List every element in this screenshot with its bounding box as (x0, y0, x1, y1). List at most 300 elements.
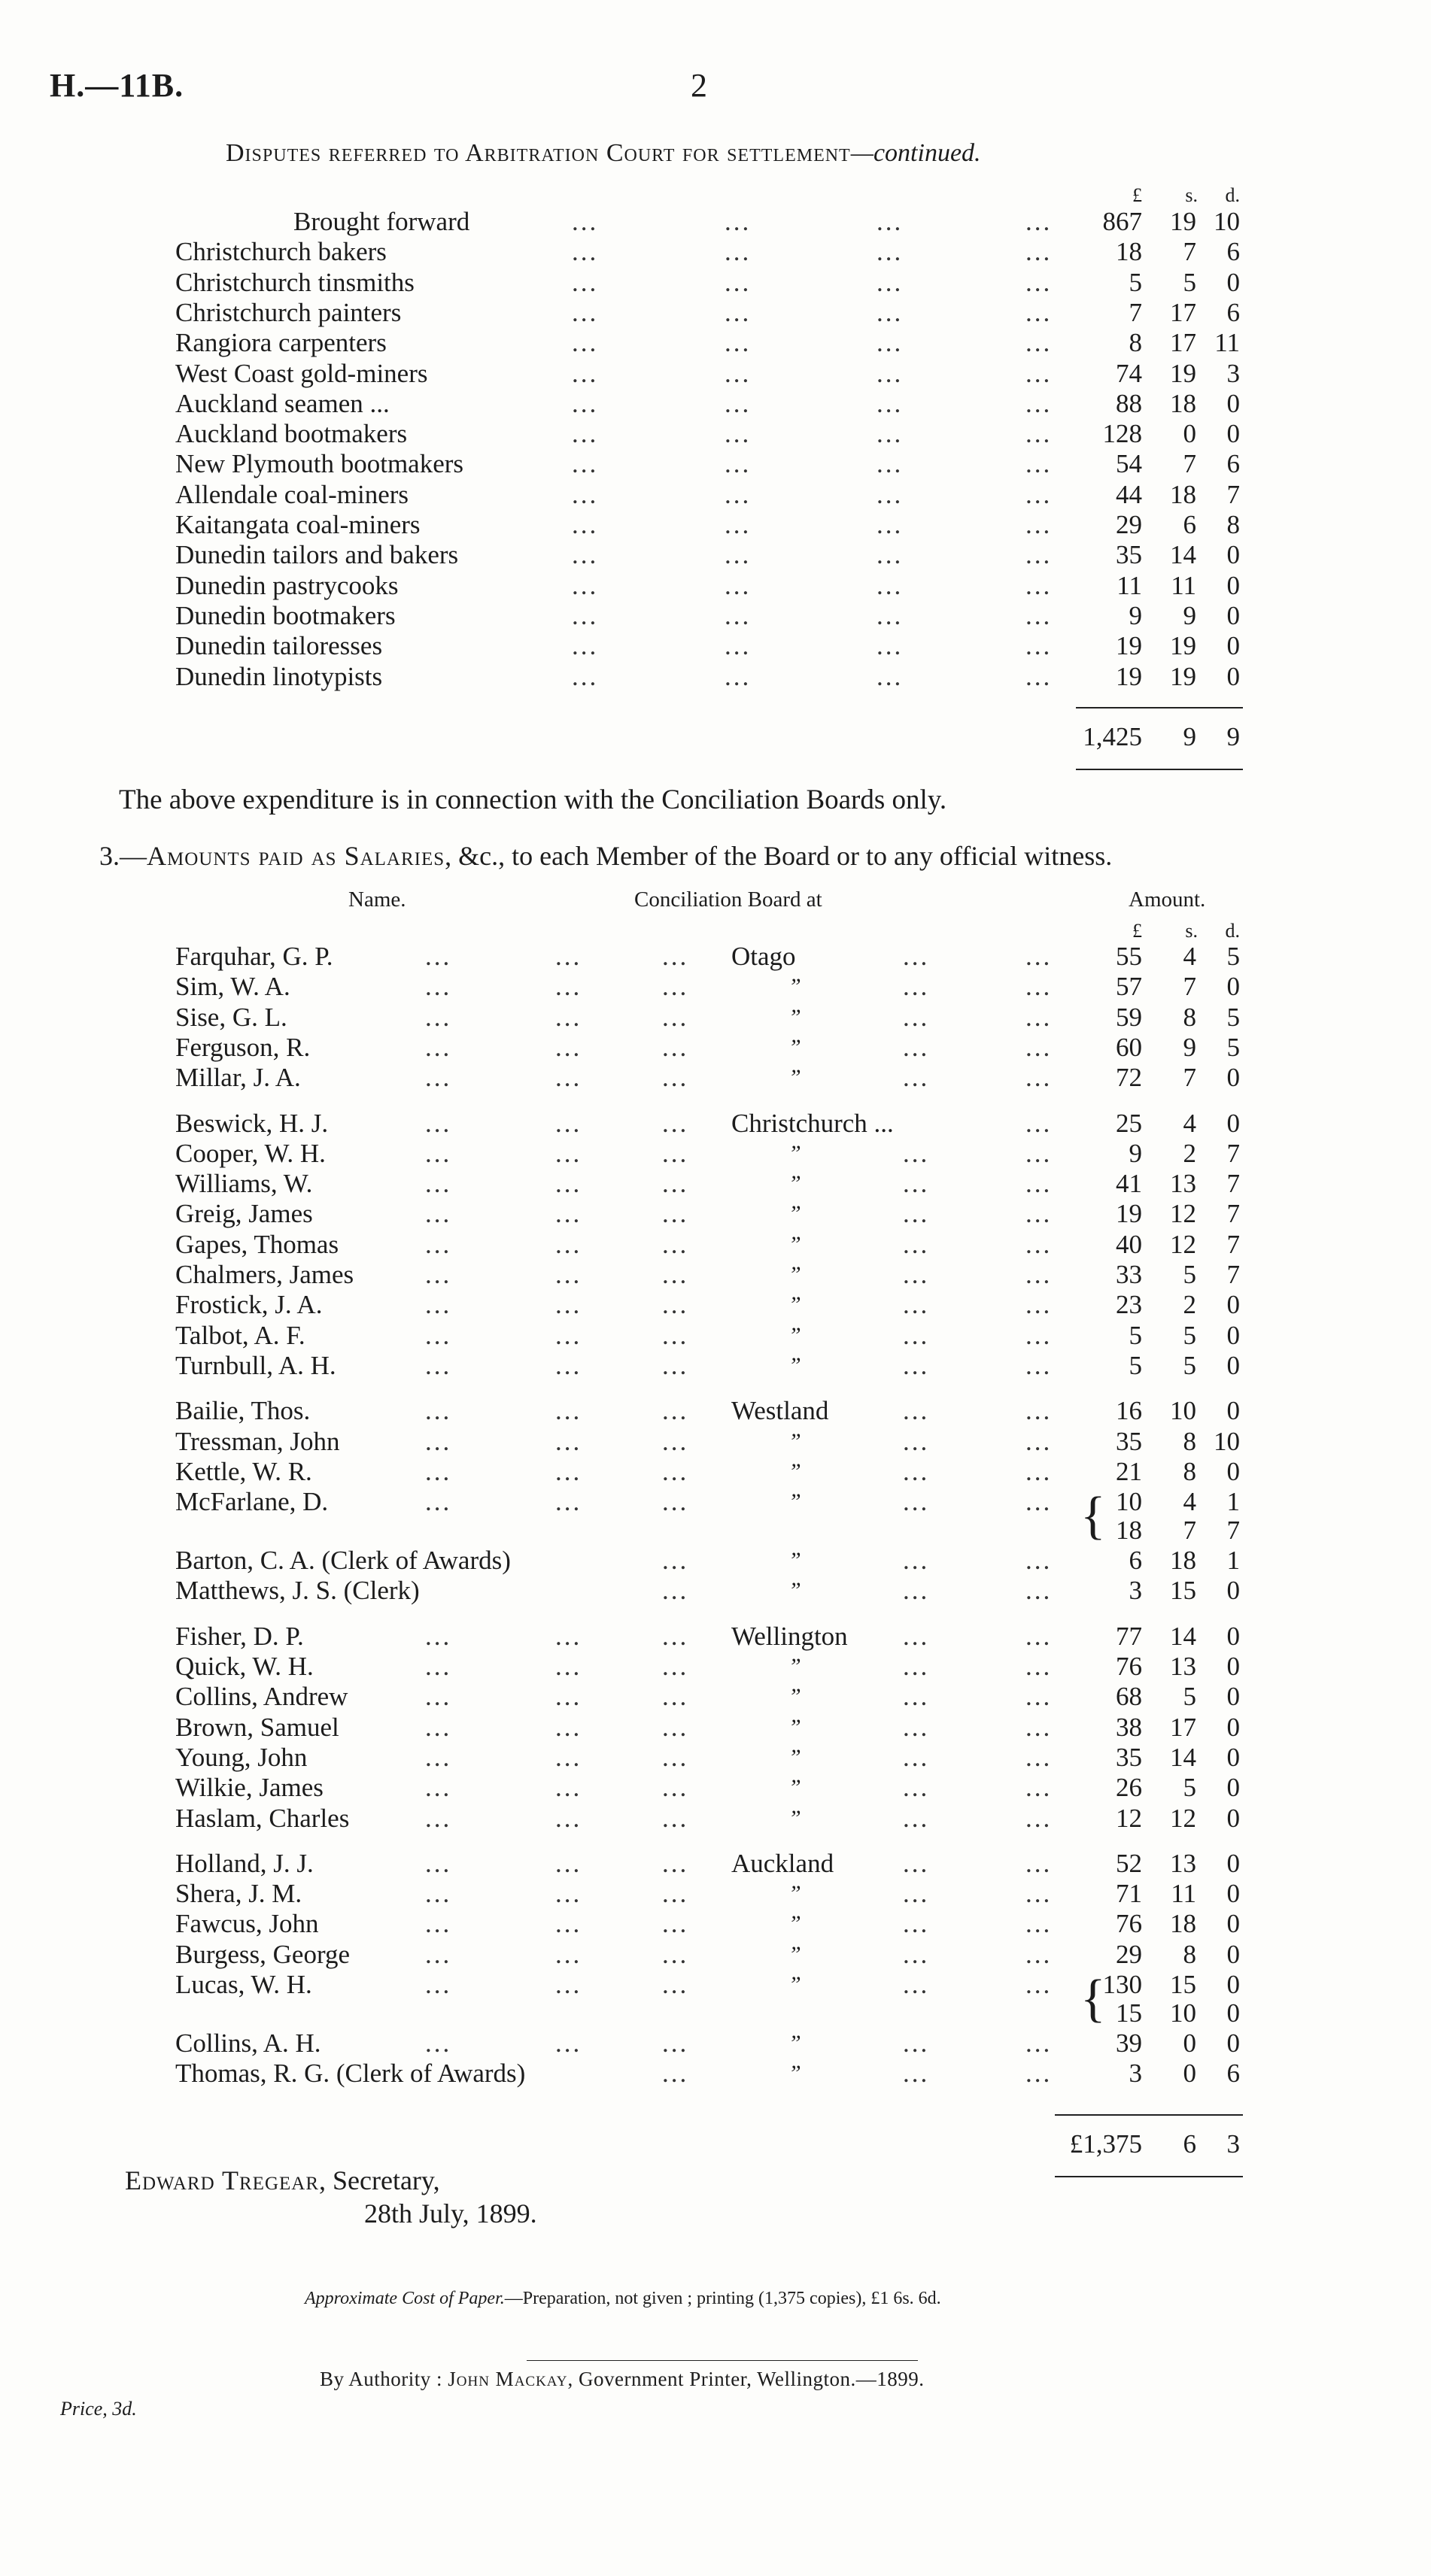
amount-pounds: 5 (1129, 1350, 1142, 1380)
leader-dots: ... (555, 942, 582, 971)
leader-dots: ... (903, 1576, 930, 1606)
amount-pence: 0 (1226, 570, 1240, 600)
leader-dots: ... (903, 1546, 930, 1576)
amount-pounds: 16 (1116, 1396, 1142, 1426)
expense-row (0, 510, 1431, 540)
salary-row (0, 1063, 1431, 1093)
col-header-d: d. (1225, 184, 1240, 206)
salary-row (0, 1033, 1431, 1063)
leader-dots: ... (1025, 570, 1053, 600)
amount-shillings: 9 (1183, 1032, 1196, 1062)
leader-dots: ... (555, 2028, 582, 2058)
leader-dots: ... (1025, 1199, 1053, 1229)
row-label: Allendale coal-miners (175, 479, 409, 509)
board-location: ” (788, 1065, 801, 1091)
salary-row (0, 1351, 1431, 1381)
leader-dots: ... (725, 600, 752, 630)
amount-pence: 5 (1226, 1002, 1240, 1032)
amount-pounds: 29 (1116, 1939, 1142, 1969)
amount-shillings: 11 (1171, 1879, 1196, 1909)
leader-dots: ... (725, 237, 752, 267)
amount-pounds: 39 (1116, 2028, 1142, 2058)
board-location: ” (788, 1458, 801, 1484)
total-rule (1076, 769, 1243, 770)
col-header-l: £ (1132, 184, 1142, 206)
leader-dots: ... (1025, 1396, 1053, 1426)
leader-dots: ... (725, 449, 752, 479)
amount-pence: 0 (1226, 2028, 1240, 2058)
member-name: Cooper, W. H. (175, 1138, 326, 1168)
row-label: Auckland seamen ... (175, 388, 390, 418)
leader-dots: ... (555, 1742, 582, 1772)
board-location: Otago (731, 942, 796, 971)
leader-dots: ... (662, 2059, 689, 2089)
leader-dots: ... (903, 1773, 930, 1803)
member-name: Fisher, D. P. (175, 1621, 304, 1651)
amount-shillings: 5 (1183, 267, 1196, 297)
amount-pounds: 3 (1129, 2059, 1142, 2089)
amount-shillings: 18 (1170, 479, 1196, 509)
leader-dots: ... (425, 1970, 452, 1999)
leader-dots: ... (903, 1909, 930, 1939)
leader-dots: ... (555, 1652, 582, 1681)
amount-shillings: 5 (1183, 1320, 1196, 1350)
leader-dots: ... (1025, 1939, 1053, 1969)
board-location: ” (788, 1911, 801, 1937)
leader-dots: ... (1025, 1032, 1053, 1062)
row-label: Brought forward (293, 207, 470, 236)
board-location: ” (788, 1805, 801, 1831)
leader-dots: ... (877, 631, 904, 661)
leader-dots: ... (425, 1063, 452, 1093)
leader-dots: ... (725, 297, 752, 327)
amount-pence: 0 (1226, 540, 1240, 570)
leader-dots: ... (555, 1350, 582, 1380)
leader-dots: ... (1025, 1576, 1053, 1606)
leader-dots: ... (903, 1032, 930, 1062)
leader-dots: ... (877, 358, 904, 388)
leader-dots: ... (903, 1260, 930, 1289)
member-name: Quick, W. H. (175, 1652, 314, 1681)
member-name: Turnbull, A. H. (175, 1350, 336, 1380)
salary-row (0, 2059, 1431, 2089)
salary-row-second-line (0, 1516, 1431, 1546)
leader-dots: ... (903, 1712, 930, 1742)
amount-shillings: 8 (1183, 1456, 1196, 1486)
leader-dots: ... (1025, 1712, 1053, 1742)
amount-pence: 0 (1226, 1773, 1240, 1803)
leader-dots: ... (425, 1426, 452, 1456)
leader-dots: ... (877, 328, 904, 358)
amount-shillings: 15 (1170, 1576, 1196, 1606)
amount-pence: 3 (1226, 358, 1240, 388)
amount-pounds: 35 (1116, 1426, 1142, 1456)
leader-dots: ... (1025, 1742, 1053, 1772)
salary-row (0, 1457, 1431, 1487)
leader-dots: ... (1025, 540, 1053, 570)
leader-dots: ... (425, 1229, 452, 1259)
cost-note (305, 2289, 941, 2309)
leader-dots: ... (572, 388, 599, 418)
amount-pounds: 41 (1116, 1169, 1142, 1199)
leader-dots: ... (572, 207, 599, 236)
leader-dots: ... (425, 1260, 452, 1289)
leader-dots: ... (1025, 1320, 1053, 1350)
amount-pence: 0 (1226, 661, 1240, 691)
leader-dots: ... (425, 1290, 452, 1320)
salary-row (0, 1743, 1431, 1773)
leader-dots: ... (1025, 1260, 1053, 1289)
price: Price, 3d. (60, 2398, 137, 2420)
col-board-header: Conciliation Board at (634, 887, 822, 912)
leader-dots: ... (1025, 510, 1053, 539)
leader-dots: ... (555, 1290, 582, 1320)
leader-dots: ... (877, 237, 904, 267)
amount-shillings: 4 (1183, 1487, 1196, 1517)
board-location: Auckland (731, 1848, 834, 1878)
salary-row (0, 1321, 1431, 1351)
leader-dots: ... (1025, 1108, 1053, 1138)
expense-row (0, 328, 1431, 358)
leader-dots: ... (425, 1848, 452, 1878)
leader-dots: ... (725, 510, 752, 539)
amount-pence: 0 (1226, 1456, 1240, 1486)
leader-dots: ... (662, 1848, 689, 1878)
member-name: Ferguson, R. (175, 1032, 311, 1062)
board-location: ” (788, 1292, 801, 1318)
row-label: Dunedin bootmakers (175, 600, 396, 630)
salary-row (0, 1230, 1431, 1260)
leader-dots: ... (662, 1260, 689, 1289)
amount-pounds: 3 (1129, 1576, 1142, 1606)
amount-shillings: 11 (1171, 570, 1196, 600)
leader-dots: ... (877, 479, 904, 509)
member-name: Bailie, Thos. (175, 1396, 311, 1426)
board-location: ” (788, 1231, 801, 1257)
leader-dots: ... (1025, 2059, 1053, 2089)
section1-note: The above expenditure is in connection with the Conciliation Boards only. (119, 784, 947, 815)
amount-pence: 11 (1214, 328, 1240, 358)
amount-pence: 0 (1226, 1108, 1240, 1138)
amount-pounds: 44 (1116, 479, 1142, 509)
leader-dots: ... (555, 1970, 582, 1999)
salary-row (0, 942, 1431, 972)
amount-pounds: 76 (1116, 1909, 1142, 1939)
expense-row (0, 449, 1431, 479)
leader-dots: ... (1025, 1848, 1053, 1878)
leader-dots: ... (425, 1773, 452, 1803)
amount-pounds: 68 (1116, 1682, 1142, 1712)
leader-dots: ... (903, 1848, 930, 1878)
member-name: Greig, James (175, 1199, 313, 1229)
leader-dots: ... (662, 1138, 689, 1168)
leader-dots: ... (662, 1169, 689, 1199)
leader-dots: ... (425, 1803, 452, 1833)
salary-row (0, 1199, 1431, 1229)
member-name: Lucas, W. H. (175, 1970, 312, 1999)
leader-dots: ... (555, 1138, 582, 1168)
amount-shillings: 17 (1170, 328, 1196, 358)
leader-dots: ... (425, 1456, 452, 1486)
leader-dots: ... (903, 1456, 930, 1486)
amount-pounds: 33 (1116, 1260, 1142, 1289)
amount-pounds: 60 (1116, 1032, 1142, 1062)
salary-row-second-line (0, 1998, 1431, 2028)
leader-dots: ... (1025, 600, 1053, 630)
leader-dots: ... (662, 1487, 689, 1517)
amount-pence: 3 (1226, 2129, 1240, 2159)
board-location: Christchurch ... (731, 1108, 894, 1138)
amount-pounds: 88 (1116, 388, 1142, 418)
leader-dots: ... (425, 1108, 452, 1138)
salary-row (0, 1290, 1431, 1320)
amount-pounds: 76 (1116, 1652, 1142, 1681)
leader-dots: ... (725, 267, 752, 297)
leader-dots: ... (903, 1879, 930, 1909)
row-label: Auckland bootmakers (175, 419, 408, 449)
amount-shillings: 5 (1183, 1350, 1196, 1380)
amount-pence: 7 (1226, 1169, 1240, 1199)
amount-shillings: 7 (1183, 449, 1196, 479)
amount-shillings: 5 (1183, 1773, 1196, 1803)
doc-reference: H.—11B. (50, 67, 184, 104)
leader-dots: ... (425, 1909, 452, 1939)
leader-dots: ... (903, 2059, 930, 2089)
amount-pence: 7 (1226, 1138, 1240, 1168)
leader-dots: ... (903, 1320, 930, 1350)
amount-shillings: 5 (1183, 1260, 1196, 1289)
amount-pounds: 38 (1116, 1712, 1142, 1742)
amount-shillings: 13 (1170, 1169, 1196, 1199)
leader-dots: ... (662, 1742, 689, 1772)
amount-shillings: 19 (1170, 207, 1196, 236)
salary-row (0, 1622, 1431, 1652)
leader-dots: ... (1025, 1063, 1053, 1093)
leader-dots: ... (662, 2028, 689, 2058)
amount-pounds: 59 (1116, 1002, 1142, 1032)
col-amount-header: Amount. (1129, 887, 1206, 912)
amount-pence: 0 (1226, 1350, 1240, 1380)
subtotal-rule (1076, 707, 1243, 708)
amount-shillings: 0 (1183, 419, 1196, 449)
row-label: Rangiora carpenters (175, 328, 387, 358)
amount-shillings: 18 (1170, 1909, 1196, 1939)
leader-dots: ... (1025, 1652, 1053, 1681)
leader-dots: ... (725, 358, 752, 388)
leader-dots: ... (425, 942, 452, 971)
amount-pence: 0 (1226, 1712, 1240, 1742)
leader-dots: ... (903, 1487, 930, 1517)
leader-dots: ... (903, 1939, 930, 1969)
amount-pounds: 18 (1116, 237, 1142, 267)
leader-dots: ... (877, 540, 904, 570)
board-location: ” (788, 1428, 801, 1454)
amount-pounds: 72 (1116, 1063, 1142, 1093)
secretary-name: Edward Tregear (125, 2165, 319, 2195)
row-label: Kaitangata coal-miners (175, 510, 421, 539)
leader-dots: ... (725, 661, 752, 691)
amount-pence: 1 (1226, 1487, 1240, 1517)
leader-dots: ... (725, 419, 752, 449)
section1-title-main: Disputes referred to Arbitration Court for settlement (226, 139, 851, 167)
expense-row (0, 601, 1431, 631)
amount-pence: 0 (1226, 1970, 1240, 1999)
leader-dots: ... (903, 1350, 930, 1380)
amount-pence: 6 (1226, 297, 1240, 327)
board-location: ” (788, 1489, 801, 1515)
board-location: ” (788, 1714, 801, 1740)
leader-dots: ... (572, 540, 599, 570)
leader-dots: ... (725, 540, 752, 570)
leader-dots: ... (662, 1063, 689, 1093)
amount-shillings: 10 (1170, 1998, 1196, 2028)
expense-row (0, 631, 1431, 661)
leader-dots: ... (877, 510, 904, 539)
amount-pence: 0 (1226, 1621, 1240, 1651)
amount-pounds: 5 (1129, 267, 1142, 297)
leader-dots: ... (1025, 1487, 1053, 1517)
amount-pence: 0 (1226, 419, 1240, 449)
salary-row (0, 1109, 1431, 1139)
leader-dots: ... (1025, 2028, 1053, 2058)
leader-dots: ... (572, 267, 599, 297)
leader-dots: ... (425, 1939, 452, 1969)
member-name: Haslam, Charles (175, 1803, 350, 1833)
amount-shillings: 15 (1170, 1970, 1196, 1999)
amount-pence: 0 (1226, 1063, 1240, 1093)
expense-row (0, 359, 1431, 389)
leader-dots: ... (555, 1032, 582, 1062)
leader-dots: ... (725, 328, 752, 358)
leader-dots: ... (1025, 1138, 1053, 1168)
leader-dots: ... (1025, 358, 1053, 388)
leader-dots: ... (555, 1169, 582, 1199)
amount-shillings: 17 (1170, 297, 1196, 327)
leader-dots: ... (877, 207, 904, 236)
leader-dots: ... (572, 631, 599, 661)
leader-dots: ... (555, 1773, 582, 1803)
leader-dots: ... (425, 2028, 452, 2058)
amount-pounds: 10 (1116, 1487, 1142, 1517)
leader-dots: ... (572, 449, 599, 479)
member-name: Williams, W. (175, 1169, 313, 1199)
amount-pence: 0 (1226, 267, 1240, 297)
leader-dots: ... (425, 1621, 452, 1651)
amount-pounds: 9 (1129, 1138, 1142, 1168)
leader-dots: ... (425, 1138, 452, 1168)
amount-pounds: 55 (1116, 942, 1142, 971)
leader-dots: ... (425, 1487, 452, 1517)
leader-dots: ... (903, 942, 930, 971)
col-header-d: d. (1225, 920, 1240, 942)
amount-shillings: 12 (1170, 1199, 1196, 1229)
footer-rule (527, 2360, 918, 2361)
amount-pounds: 11 (1117, 570, 1142, 600)
member-name: Beswick, H. J. (175, 1108, 329, 1138)
leader-dots: ... (877, 267, 904, 297)
leader-dots: ... (662, 1879, 689, 1909)
member-name: Kettle, W. R. (175, 1456, 312, 1486)
section3-title (99, 840, 1112, 872)
leader-dots: ... (1025, 1682, 1053, 1712)
salary-row (0, 1849, 1431, 1879)
amount-pounds: 71 (1116, 1879, 1142, 1909)
section1-title (226, 139, 981, 168)
board-location: ” (788, 1972, 801, 1997)
salary-row (0, 1773, 1431, 1803)
leader-dots: ... (425, 1712, 452, 1742)
amount-pounds: 128 (1102, 419, 1142, 449)
amount-pounds: 18 (1116, 1516, 1142, 1546)
section1-total (0, 722, 1431, 752)
amount-pence: 0 (1226, 1742, 1240, 1772)
amount-shillings: 6 (1183, 2129, 1196, 2159)
board-location: ” (788, 1744, 801, 1770)
col-header-l: £ (1132, 920, 1142, 942)
amount-shillings: 14 (1170, 540, 1196, 570)
amount-pence: 7 (1226, 1229, 1240, 1259)
member-name: Holland, J. J. (175, 1848, 314, 1878)
leader-dots: ... (877, 600, 904, 630)
salary-row (0, 1396, 1431, 1426)
leader-dots: ... (425, 1742, 452, 1772)
leader-dots: ... (1025, 1773, 1053, 1803)
leader-dots: ... (572, 297, 599, 327)
amount-pounds: 40 (1116, 1229, 1142, 1259)
member-name: Thomas, R. G. (Clerk of Awards) (175, 2059, 526, 2089)
leader-dots: ... (1025, 267, 1053, 297)
leader-dots: ... (903, 1396, 930, 1426)
leader-dots: ... (1025, 1456, 1053, 1486)
leader-dots: ... (725, 207, 752, 236)
leader-dots: ... (1025, 1909, 1053, 1939)
board-location: ” (788, 1034, 801, 1060)
leader-dots: ... (903, 1426, 930, 1456)
amount-pence: 6 (1226, 2059, 1240, 2089)
leader-dots: ... (555, 1229, 582, 1259)
amount-pounds: 6 (1129, 1546, 1142, 1576)
leader-dots: ... (725, 631, 752, 661)
expense-row (0, 571, 1431, 601)
leader-dots: ... (903, 1199, 930, 1229)
salary-row (0, 1682, 1431, 1712)
board-location: ” (788, 1201, 801, 1227)
amount-pounds: £1,375 (1069, 2129, 1142, 2159)
amount-shillings: 2 (1183, 1138, 1196, 1168)
amount-pounds: 5 (1129, 1320, 1142, 1350)
member-name: Collins, A. H. (175, 2028, 321, 2058)
leader-dots: ... (555, 1621, 582, 1651)
salary-row (0, 1909, 1431, 1939)
leader-dots: ... (555, 1487, 582, 1517)
amount-pence: 6 (1226, 237, 1240, 267)
amount-pounds: 35 (1116, 1742, 1142, 1772)
page-number: 2 (691, 67, 707, 104)
leader-dots: ... (662, 1576, 689, 1606)
member-name: Wilkie, James (175, 1773, 324, 1803)
amount-shillings: 14 (1170, 1742, 1196, 1772)
amount-pence: 0 (1226, 1396, 1240, 1426)
leader-dots: ... (662, 1396, 689, 1426)
leader-dots: ... (572, 328, 599, 358)
amount-pence: 6 (1226, 449, 1240, 479)
board-location: ” (788, 1775, 801, 1801)
expense-row (0, 419, 1431, 449)
leader-dots: ... (555, 1396, 582, 1426)
leader-dots: ... (903, 1652, 930, 1681)
salary-row (0, 972, 1431, 1002)
amount-pence: 8 (1226, 510, 1240, 539)
